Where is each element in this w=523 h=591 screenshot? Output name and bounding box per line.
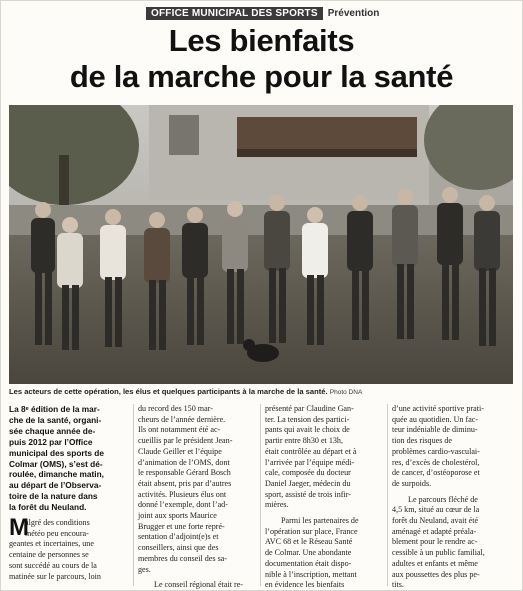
body-line: activités. Plusieurs élus ont	[138, 489, 227, 499]
article-column-2	[138, 404, 256, 591]
body-line: tion des risques de	[392, 436, 453, 446]
body-line: cheurs de l’année dernière.	[138, 414, 226, 424]
body-line: cueillis par le président Jean-	[138, 436, 233, 446]
body-line: nible à l’inscription, mettant	[265, 569, 357, 579]
body-line: conseillers, ainsi que des	[138, 543, 219, 553]
body-line: présenté par Claudine Gan-	[265, 404, 354, 413]
body-line: sont succédé au cours de la	[9, 560, 97, 570]
body-line: le responsable Gérard Bosch	[138, 468, 231, 478]
body-line: sentation d’adjoint(e)s et	[138, 532, 219, 542]
article-lede	[9, 404, 131, 513]
body-line: geantes et incertaines, une	[9, 539, 94, 549]
body-opening	[9, 514, 131, 582]
body-line: aux poussettes des plus pe-	[392, 569, 480, 579]
body-line: Brugger et une forte repré-	[138, 521, 225, 531]
body-line: joint aux sports Maurice	[138, 511, 217, 521]
body-line: quée au quotidien. Un fac-	[392, 414, 479, 424]
body-line: ges.	[138, 564, 151, 574]
caption-text: Les acteurs de cette opération, les élus et quelques participants à la marche de la santé.	[9, 387, 328, 396]
body-line: sport, assisté de trois infir-	[265, 489, 351, 499]
body-line: algré des conditions	[25, 518, 90, 528]
body-line: Le conseil régional était re-	[154, 580, 243, 590]
headline-line-1: Les bienfaits	[168, 23, 355, 58]
body-line: d’animation de l’OMS, dont	[138, 457, 230, 467]
lede-line: sée chaque année de-	[9, 425, 96, 436]
body-line: de cancer, d’ostéoporose et	[392, 468, 480, 478]
body-line: du record des 150 mar-	[138, 404, 213, 413]
body-line: cessible à un public familial,	[392, 548, 485, 558]
drop-cap: M	[9, 514, 29, 542]
group-photo-illustration	[9, 105, 513, 384]
body-line: Claude Geiller et l’équipe	[138, 446, 222, 456]
section-category: Prévention	[327, 8, 380, 19]
body-line: Ils ont notamment été ac-	[138, 425, 221, 435]
body-line: d’une activité sportive prati-	[392, 404, 484, 413]
article-column-3	[265, 404, 383, 591]
body-line: teur indéniable de diminu-	[392, 425, 478, 435]
body-line: mières.	[265, 500, 289, 510]
body-line: matinée sur le parcours, loin	[9, 571, 101, 581]
body-line: aménagé et adapté préala-	[392, 526, 477, 536]
lede-line: che de la santé, organi-	[9, 414, 102, 425]
lede-line: puis 2012 par l’Office	[9, 436, 93, 447]
body-line: blement pour le rendre ac-	[392, 537, 478, 547]
body-line: météo peu encoura-	[25, 528, 89, 538]
lede-line: toire de la nature dans	[9, 491, 98, 502]
body-line: Daniel Jaeger, médecin du	[265, 478, 351, 488]
body-line: adultes et enfants et même	[392, 558, 478, 568]
column-divider	[133, 404, 134, 586]
lede-line: roulée, dimanche matin,	[9, 469, 104, 480]
body-line: 4,5 km, situé au cœur de la	[392, 505, 480, 515]
body-line: cale, composée du docteur	[265, 468, 351, 478]
body-line: res, d’excès de cholestérol,	[392, 457, 480, 467]
article-column-1	[9, 404, 131, 582]
body-line: l’arrivée par l’équipe médi-	[265, 457, 355, 467]
body-line: AVC 68 et le Réseau Santé	[265, 537, 353, 547]
lede-line: municipal des sports de	[9, 447, 104, 458]
body-line: forêt du Neuland, avait été	[392, 516, 479, 526]
article-column-4	[392, 404, 514, 591]
lede-line: Colmar (OMS), s’est dé-	[9, 458, 103, 469]
body-line: Le parcours fléché de	[408, 494, 478, 504]
photo-caption	[9, 387, 513, 398]
group-photo	[9, 105, 513, 384]
body-line: en évidence les bienfaits	[265, 580, 345, 590]
body-line: membres du conseil des sa-	[138, 553, 228, 563]
lede-line: la forêt du Neuland.	[9, 502, 87, 513]
body-line: l’opération sur place, France	[265, 526, 358, 536]
body-line: ter. La tension des partici-	[265, 414, 350, 424]
photo-credit: Photo DNA	[329, 389, 363, 396]
body-line: était absent, pris par d’autres	[138, 478, 232, 488]
headline-line-2: de la marche pour la santé	[69, 59, 454, 94]
section-tag: OFFICE MUNICIPAL DES SPORTS	[146, 7, 323, 20]
body-line: de surpoids.	[392, 478, 432, 488]
body-line: pants qui avait le choix de	[265, 425, 350, 435]
body-line: tits.	[392, 580, 404, 590]
column-divider	[260, 404, 261, 586]
body-line: Parmi les partenaires de	[281, 516, 359, 526]
kicker-bar	[146, 7, 379, 20]
column-divider	[387, 404, 388, 586]
body-line: partir entre 8h30 et 13h,	[265, 436, 343, 446]
body-line: était contrôlée au départ et à	[265, 446, 357, 456]
body-line: de Colmar. Une abondante	[265, 548, 352, 558]
body-line: donné l’exemple, dont l’ad-	[138, 500, 228, 510]
body-line: documentation était dispo-	[265, 558, 352, 568]
lede-line: La 8ᵉ édition de la mar-	[9, 404, 100, 414]
lede-line: au départ de l’Observa-	[9, 480, 102, 491]
body-line: centaine de personnes se	[9, 550, 89, 560]
body-line: problèmes cardio-vasculai-	[392, 446, 480, 456]
